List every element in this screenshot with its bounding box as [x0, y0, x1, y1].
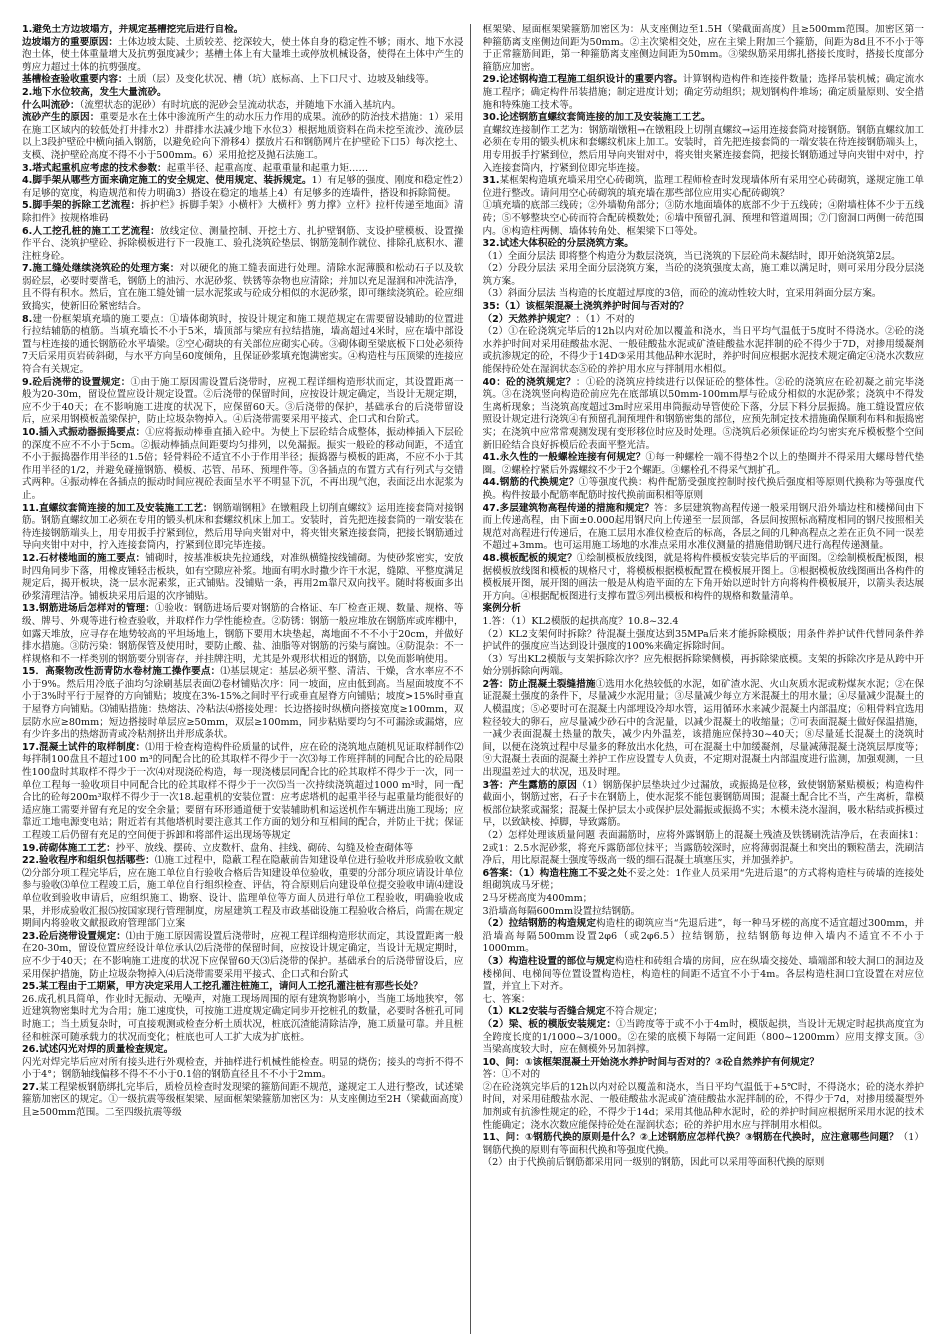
- paragraph: [22, 603, 464, 666]
- paragraph-heading: 12.石材楼地面的施工要点：: [22, 552, 146, 564]
- paragraph: [483, 503, 925, 553]
- paragraph-heading: （1）KL2安装与否缝合规定: [482, 1006, 606, 1018]
- paragraph-text: ①填充墙的底部三线砖；②外墙勒角部分；③防水地面墙体的底部不少于五线砖；④附墙柱体不少于五线砖；⑤不够整块空心砖而符合配砖模数处；⑥墙中预留孔洞、预埋和管道周围；⑦门窗洞口两侧一砖范围内。⑧构造柱两侧、墙体转角处、框架梁下口等处。: [482, 200, 924, 237]
- paragraph: [483, 830, 925, 868]
- paragraph-text: （1）钢筋保护层垫块过少过漏放，或振捣是位移，致使钢筋紧贴模板；构造构件截面小，钢筋过密，石子卡在钢筋上，使水泥浆不能包裹钢筋周围；混凝土配合比不当，产生离析，靠模板部位缺浆或漏浆；混凝土保护层太小或保护层处漏振或振捣不实；木模未浇水湿润，吸水粘结或拆模过早，以致缺棱、掉脚，导致露筋。: [482, 779, 924, 829]
- paragraph-text: 构造柱和砖组合墙的房间，应在纵墙交接处、墙端部和较大洞口的洞边及楼梯间、电梯间等位置设置构造柱，构造柱的间距不适宜不小于4m。各层构造柱洞口宜设置在对应位置，并宜上下对齐。: [482, 955, 924, 993]
- paragraph-heading: 4.脚手架从哪些方面来确定施工的安全规定、使用规定、装拆规定。: [22, 175, 312, 187]
- paragraph-heading: 流砂产生的原因：: [22, 112, 100, 124]
- paragraph: [22, 981, 464, 994]
- left-column: [22, 24, 471, 1334]
- paragraph: [22, 100, 464, 113]
- paragraph-text: 钢筋端钢粗》在镦粗段上切削直螺纹》运用连接套筒对接钢筋。钢筋直螺纹加工必须在专用的锻头机床和套螺纹机床上加工。安装时，首先把连接套筒的一端安装在待连接钢筋端头上，用专用扳手拧紧到位，然后用导向夹钳对中，将夹钳夹紧连接套筒，把接长钢筋通过导向夹钳中对中，拧入连接套筒内，拧紧到位即完毕连接。: [22, 502, 464, 552]
- paragraph-heading: 什么叫流砂：: [22, 99, 80, 111]
- paragraph: [483, 1132, 925, 1157]
- paragraph-heading: 31.: [482, 175, 500, 187]
- paragraph-heading: 35:（1）该框架混凝土浇筑养护时间与否对的？: [482, 301, 689, 313]
- paragraph-heading: 10、问：①该框架混凝土开始浇水养护时间与否对的？②砼自然养护有何规定？: [482, 1056, 820, 1068]
- paragraph-text: 拆护栏》拆脚手架》小横杆》大横杆》剪力撑》立杆》拉杆传递至地面》清除扣件》按规格堆码: [22, 200, 464, 224]
- paragraph-heading: 17.混凝土试件的取样制度：: [22, 741, 146, 753]
- paragraph-heading: 23.砼后浇带设置规定：: [22, 930, 126, 942]
- paragraph-heading: （2）梁、板的模版安装规定：: [482, 1018, 617, 1030]
- paragraph: [483, 918, 925, 956]
- paragraph-heading: 11.直螺纹套筒连接的加工及安装施工工艺：: [22, 502, 213, 514]
- paragraph: [483, 629, 925, 654]
- paragraph: [22, 1057, 464, 1082]
- paragraph: [483, 112, 925, 125]
- paragraph-text: 2马牙槎高度为400mm；: [482, 892, 593, 904]
- paragraph: [483, 238, 925, 251]
- paragraph-heading: 22.验收程序和组织包括哪些：: [22, 855, 155, 867]
- paragraph-text: 计算钢构造构件和连接件数量；选择吊装机械；确定流水施工程序；确定构件吊装措施；制定进度计划；确定劳动组织；规划钢构件堆场；确定质量原则、安全措施和特殊施工技术等。: [482, 74, 924, 111]
- paragraph-text: ⑴施工过程中，隐蔽工程在隐蔽前告知建设单位进行验收并形成验收文献⑵分部分项工程完毕后，应在施工单位自行验收合格后告知建设单位验收，重要的分部分项应请设计单位参与验收⑶单位工程竣工后，施工单位自行组织检查、评估，符合原则后向建设单位提交验收申请⑷建设单位收到验收申请后，应组织施工、勘察、设计、监理单位等方面人员进行单位工程验收，明确验收成果，并形成验收汇报⑸按国家现行管理制度，房屋建筑工程及市政基础设施工程验收合格后，尚需在规定期间内将验收文献报政府管理部门立案: [22, 855, 464, 930]
- paragraph: [22, 553, 464, 603]
- paragraph: [483, 994, 925, 1007]
- paragraph-text: （3）斜面分层法 当构造的长度超过厚度的3倍，而砼的流动性较大时，宜采用斜面分层方案。: [482, 288, 882, 300]
- paragraph-text: （2）怎样处理该质量问题 表面漏筋时，应将外露钢筋上的混凝土残渣及铁锈刷洗洁净后，在表面抹1：2或1：2.5水泥砂浆，将充斥露筋部位抹平；当露筋较深时，应将薄弱混凝土和突出的颗粒凿去，洗刷洁净后，用比原混凝土强度等级高一级的细石混凝土填塞压实，并加强养护。: [482, 830, 924, 867]
- paragraph: [483, 893, 925, 906]
- paragraph-heading: 2答：防止混凝土裂缝措施: [482, 678, 596, 690]
- paragraph: [483, 906, 925, 919]
- paragraph-text: （3）写出KL2模版与支架拆除次序？应先根据拆除梁侧模，再拆除梁底模。支架的拆除次序是从跨中开始分别拆除向两端。: [482, 653, 924, 678]
- paragraph-text: （1）全面分层法 即将整个构造分为数层浇筑，当已浇筑的下层砼尚未凝结时，即开始浇筑第2层。: [482, 250, 901, 262]
- paragraph-heading: 6.人工挖孔桩的施工工艺流程：: [22, 225, 160, 237]
- paragraph: [483, 263, 925, 288]
- paragraph-text: 土质（层）及变化状况、槽（坑）底标高、上下口尺寸、边坡及轴线等。: [127, 74, 435, 86]
- paragraph-heading: 基槽检查验收重要内容：: [22, 74, 128, 86]
- paragraph-text: 1）有足够的强度、刚度和稳定性2）有足够的宽度，构造规范和传力明确3）搭设在稳定的地基上4）有足够多的连墙件，搭设和拆除简便。: [22, 175, 464, 199]
- paragraph-text: 某框架构造填充墙采用空心砖砌筑，监理工程师检查时发现墙体所有采用空心砖砌筑，遂规定施工单位进行整改。请问用空心砖砌筑的填充墙在那些部位应用实心配砖砌筑？: [482, 175, 924, 199]
- paragraph-text: 1.答：（1）KL2模版的起拱高度？10.8~32.4: [482, 615, 679, 627]
- paragraph-heading: 2.地下水位较高，发生大量流砂。: [22, 86, 167, 98]
- paragraph-heading: 1.避免土方边坡塌方，并规定基槽挖完后进行自检。: [22, 24, 244, 35]
- paragraph-heading: 19.砖砌体施工工艺：: [22, 842, 116, 854]
- paragraph-text: ⑴基层规定：基层必须平整、清洁、干燥，含水率应不不小于9%。然后用冷底子油均匀涂刷基层表面⑵卷材铺贴次序：同一坡面，应由低到高。当屋面坡度不不小于3%时平行于屋脊的方向铺贴；坡度在3%-15%之间时平行或垂直屋脊方向铺贴；坡度>15%时垂直于屋脊方向铺贴。⑶铺贴措施：热熔法、冷粘法⑷搭接处理：长边搭接时纵横向搭接宽度≥100mm，双层防水应≥80mm；短边搭接时单层应≥50mm，双层≥100mm，同步粘贴要均匀不可漏涂或漏熔，应有少许多出的热熔沥青或冷粘剂挤出并形成条状。: [22, 666, 464, 741]
- paragraph-heading: 48.模板配板的规定？: [482, 552, 577, 564]
- paragraph-heading: 3答：产生露筋的原因: [482, 779, 577, 791]
- paragraph-text: ①等强度代换：构件配筋受强度控制时按代换后强度相等原则代换称为等强度代换。构件按最小配筋率配筋时按代换前面积相等原则: [482, 477, 924, 501]
- paragraph: [22, 843, 464, 856]
- paragraph-heading: 11、问：①钢筋代换的原则是什么？②上述钢筋应怎样代换？③钢筋在代换时，应注意哪些问题？: [482, 1132, 899, 1144]
- paragraph: [22, 427, 464, 503]
- paragraph-heading: 15．高聚物改性沥青防水卷材施工操作要点：: [22, 666, 221, 678]
- paragraph-text: （2）分段分层法 采用全面分层浇筑方案，当砼的浇筑强度太高，施工难以满足时，则可采用分段分层浇筑方案。: [482, 263, 924, 287]
- paragraph: [22, 24, 464, 37]
- paragraph: [483, 1057, 925, 1070]
- paragraph-heading: 3.塔式起重机应考虑的技术参数：: [22, 162, 167, 174]
- paragraph-text: （2）①在砼浇筑完毕后的12h以内对砼加以覆盖和浇水，当日平均气温低于5度时不得浇水。②砼的浇水养护时间对采用硅酸盐水泥、一般硅酸盐水泥或矿渣硅酸盐水泥拌制的砼不得少于7D，对掺用缓凝剂或抗渗规定的砼，不得少于14D③采用其他品种水泥时，养护时间应根据水泥技术规定确定④浇水次数应能保持砼处在湿润状态⑤砼的养护用水应与拌制用水相似。: [482, 326, 924, 376]
- paragraph: [483, 175, 925, 200]
- paragraph: [483, 326, 925, 376]
- paragraph-text: 建一份框架填充墙的施工要点：①墙体砌筑时，按设计规定和施工规范规定在需要留设辅助的位置进行拉结辅筋的植筋。当填充墙长不小于5米，墙顶部与梁应有拉结措施，墙高超过4米时，应在墙中部设置与柱连接的通长钢筋砼水平墙梁。②空心砌块的有关部位应砌实心砖。③砌体砌至梁底板下口处必须待7天后采用页岩砖斜砌，与水平方向呈60度倾角，且保证砂浆填充饱满密实。④构造柱与压顶梁的连接应符合有关规定。: [22, 313, 464, 376]
- paragraph: [483, 679, 925, 780]
- paragraph-text: ①绘制模板放线图，就是将构件模板安装完毕后的平面图。②绘制模板配板图，根据模板放线图和模板的规格尺寸，将模板根据模板配置在模板展开图上。③根据模板放线图画出各构件的模板展开图，展开图的画法一般是从构造平面的左下角开始以逆时针方向将构件模板展开，以箭头表达展开方向。④根据配板图进行支撑布置⑤列出模板和构件的规格和数量清单。: [482, 552, 924, 602]
- paragraph: [483, 24, 925, 74]
- paragraph-heading: （3）构造柱设置的部位与规定: [482, 955, 615, 967]
- paragraph: [22, 226, 464, 264]
- paragraph-heading: 32.试述大体积砼的分层浇筑方案。: [482, 238, 634, 250]
- paragraph-heading: （2）拉结钢筋的构造规定: [482, 918, 597, 930]
- paragraph-heading: 案例分析: [482, 603, 521, 615]
- paragraph: [22, 994, 464, 1044]
- paragraph: [483, 1006, 925, 1019]
- paragraph-text: ①应将振动棒垂直插入砼中。为使上下层砼结合成整体，振动棒插入下层砼的深度不应不不小于5cm。②振动棒插点间距要均匀排列，以免漏振。振实一般砼的移动间距，不适宜不小于振捣器作用半径的1.5倍；轻骨料砼不适宜不小于作用半径；振捣器与模板的距离，不应不小于其作用半径的1/2，并避免碰撞钢筋、模板、芯管、吊环、预埋件等。③各插点的布置方式有行列式与交错式两种。④振动棒在各插点的振动时间应视砼表面呈水平不明显下沉，不再出现气泡，表面泛出水泥浆为止。: [22, 427, 464, 501]
- paragraph-text: ：①砼的浇筑应持续进行以保证砼的整体性。②砼的浇筑应在砼初凝之前完毕浇筑。③在浇筑竖向构造砼前应先在底部填以50mm-100mm厚与砼成分相似的水泥砂浆；浇筑中不得发生离析现象；当浇筑高度超过3m时应采用串筒振动导管使砼下落，分层下料分层振捣。施工缝设置应依照设计规定进行浇筑④有预留孔洞预埋件和钢筋密集的部位，应预先制定技术措施确保顺利布料和振捣密实；在浇筑中应常常观测发现有变形移位时应及时处理。⑤浇筑后必须保证砼均匀密实充斥模板整个空间新旧砼结合良好拆模后砼表面平整光洁。: [482, 376, 924, 451]
- paragraph-heading: 47.多层建筑物高程传递的措施和规定？: [482, 502, 654, 514]
- paragraph-text: ：（1）不对的: [575, 313, 635, 325]
- paragraph-text: 不妥之处：1作业人员采用“先进后退”的方式将构造柱与砖墙的连接处组砌筑成马牙槎；: [482, 867, 924, 892]
- paragraph-text: ①每一种螺栓一端不得垫2个以上的垫圈并不得采用大螺母替代垫圈。②螺栓拧紧后外露螺纹不少于2个螺距。③螺栓孔不得采气割扩孔。: [482, 452, 924, 476]
- paragraph-text: （流塑状态的泥砂）有时坑底的泥砂会呈流动状态，并随地下水涌入基坑内。: [79, 99, 401, 111]
- paragraph: [22, 37, 464, 75]
- paragraph-heading: 25.某工程由于工期紧，甲方决定采用人工挖孔灌注桩施工，请问人工挖孔灌注桩有那些长处？: [22, 981, 423, 993]
- paragraph: [483, 1082, 925, 1132]
- paragraph-text: 直螺纹连接制作工艺为：钢筋端镦粗→在镦粗段上切削直螺纹→运用连接套筒对接钢筋。钢筋直螺纹加工必须在专用的锻头机床和套螺纹机床上加工。安装时，首先把连接套筒的一端安装在待连接钢筋端头上，用专用扳手拧紧到位，然后用导向夹钳对中，将夹钳夹紧连接套筒，把接长钢筋通过导向夹钳中对中，拧入连接套筒内，拧紧到位即完毕连接。: [482, 124, 924, 174]
- paragraph: [483, 377, 925, 453]
- paragraph-text: 某工程梁板钢筋绑扎完毕后，质检员检查时发现梁的箍筋间距不规范，遂规定工人进行整改，试述梁箍筋加密区的规定。①一级抗震等级框架梁、屋面框架梁箍筋加密区为：从支座侧边至2H（梁截面高度）且≥500mm范围。二至四级抗震等级: [22, 1081, 464, 1119]
- paragraph-text: 框架梁、屋面框架梁箍筋加密区为：从支座侧边至1.5H（梁截面高度）且≥500mm范围。加密区第一种箍筋离支座侧边间距为50mm。②主次梁相交处，应在主梁上附加三个箍筋，间距为8d且不不小于等于正常箍筋间距，第一种箍筋离支座侧边间距为50mm。③梁纵筋采用绑扎搭接长度时，搭接长度部分箍筋应加密。: [482, 24, 924, 73]
- paragraph-heading: 边坡塌方的重要原因：: [22, 36, 118, 48]
- paragraph: [483, 301, 925, 314]
- paragraph: [483, 780, 925, 830]
- paragraph-text: 铺砌时，按基准板块先拉通线，对准纵横缝按线铺砌。为使砂浆密实，安放时四角同步下落，用橡皮锤轻击板块，如有空隙应补浆。地面有明水时撒少许干水泥，缝隙、平整度满足规定后，揭开板块，浇一层水泥素浆，正式铺贴。没铺贴一条，再用2m靠尺双向找平。随时将板面多出砂浆清理洁净。铺板块采用后退的次序铺贴。: [22, 552, 464, 602]
- paragraph-text: （2）KL2支架何时拆除？待混凝土强度达到35MPa后来才能拆除模版；用条件养护试件代替同条件养护试件的强度应当达到设计强度的100%来确定拆除时间。: [482, 628, 924, 653]
- paragraph: [22, 503, 464, 553]
- paragraph: [483, 1069, 925, 1082]
- paragraph: [22, 87, 464, 100]
- paragraph-heading: 40：砼的浇筑规定？: [482, 376, 576, 388]
- paragraph-text: 闪光对焊完毕后应对所有接头进行外观检查，并抽样进行机械性能检查。明显的烧伤；接头的弯折不得不小于4°；钢筋轴线偏移不得不不小于0.1倍的钢筋直径且不不小于2mm。: [22, 1056, 464, 1081]
- paragraph-heading: 9.砼后浇带的设置规定：: [22, 376, 131, 388]
- right-column: [483, 24, 925, 1334]
- paragraph: [483, 288, 925, 301]
- paragraph-text: 构造柱的砌筑应当“先退后进”，每一种马牙槎的高度不适宜超过300mm，并沿墙高每隔500mm设置2φ6（或2φ6.5）拉结钢筋，拉结钢筋每边伸入墙内不适宜不不小于1000mm。: [482, 918, 924, 955]
- paragraph-text: （2）由于代换前后钢筋都采用同一级别的钢筋，因此可以采用等面积代换的原则: [482, 1157, 825, 1169]
- paragraph: [483, 654, 925, 679]
- paragraph: [22, 1044, 464, 1057]
- paragraph-text: ①当跨度等于或不小于4m时，模版起拱，当设计无规定时起拱高度宜为全跨度长度的1/1000~3/1000。②在梁的底模下每隔一定间距（800~1200mm）应用支撑支顶。③当梁高度较大时，应在侧模外另加斜撑。: [482, 1018, 924, 1056]
- paragraph: [22, 112, 464, 162]
- paragraph-heading: 30.论述钢筋直螺纹套筒连接的加工及安装施工工艺。: [482, 112, 711, 124]
- paragraph-text: 放线定位、测量控制、开挖土方、扎护壁钢筋、支设护壁模板、设置操作平台、浇筑护壁砼、拆除模板进行下一段施工、验孔浇筑砼垫层、钢筋笼制作就位、排除孔底积水、灌注桩身砼。: [22, 225, 464, 262]
- paragraph-heading: 7.施工缝处继续浇筑砼的处理方案：: [22, 263, 180, 275]
- paragraph: [483, 74, 925, 112]
- paragraph: [22, 742, 464, 843]
- paragraph-text: 26.成孔机具简单，作业时无振动、无噪声，对施工现场周围的原有建筑物影响小，当施工场地狭窄，邻近建筑物密集时尤为合用；施工速度快，可按施工进度规定确定同步开挖桩孔的数量，必要时各桩孔可同时施工；当土质复杂时，可直接观测或检查分析土质状况，桩底沉渣能清除洁净，施工质量可靠。并且桩径和桩深可随承载力的状况而变化；桩底也可人工扩大成为扩底桩。: [22, 993, 464, 1043]
- paragraph-text: 起重半径、起重高度、起重重量和起重力矩……: [166, 162, 369, 174]
- paragraph-heading: 8.: [22, 313, 33, 325]
- paragraph-text: 土体边坡太陡、土质较差、挖深较大，使土体自身的稳定性不够；雨水、地下水浸泡土体，使土体重量增大及抗剪强度减少；基槽土体上有大量堆土或停放机械设备，使得在土体中产生的剪应力超过土体的抗剪强度。: [22, 36, 464, 73]
- paragraph-heading: 29.论述钢构造工程施工组织设计的重要内容。: [482, 74, 683, 86]
- paragraph-text: 3沿墙高每隔600mm设置拉结钢筋。: [482, 905, 641, 917]
- paragraph: [483, 125, 925, 175]
- paragraph: [22, 931, 464, 981]
- paragraph: [22, 1082, 464, 1120]
- paragraph: [483, 603, 925, 616]
- paragraph: [483, 1019, 925, 1057]
- paragraph: [483, 616, 925, 629]
- paragraph: [483, 452, 925, 477]
- paragraph-heading: 26.试述闪光对焊的质量检查规定。: [22, 1044, 174, 1056]
- paragraph: [22, 263, 464, 313]
- paragraph: [22, 377, 464, 427]
- paragraph-text: 七、答案：: [482, 993, 531, 1005]
- paragraph-text: ①由于施工原因需设置后浇带时，应视工程详细构造形状而定，其设置距离一般为20-30m，留设位置应设计规定设置。②后浇带的保留时间，应按设计规定确定，当设计无规定期，应不少于40天；在不影响施工进度的状况下，应保留60天。③后浇带的保护，基础承台的后浇带留设后，应采用钢模板盖梁保护，防止垃圾杂物掉入。④后浇带需要采用平接式、企口式和台阶式。: [22, 376, 464, 426]
- paragraph-heading: 44.钢筋的代换规定？: [482, 477, 579, 489]
- paragraph: [483, 477, 925, 502]
- paragraph: [483, 553, 925, 603]
- paragraph: [22, 163, 464, 176]
- paragraph-heading: 6答案：（1）构造柱施工不妥之处: [482, 867, 627, 879]
- paragraph-text: 不符合规定；: [605, 1006, 663, 1018]
- paragraph-text: ⑴用于检查构造构件砼质量的试件，应在砼的浇筑地点随机见证取样制作⑵每拌制100盘且不超过100 m³的同配合比的砼其取样不得少于一次⑶每工作班拌制的同配合比的砼局限性100盘时其取样不得少于一次⑷对现浇砼构造，每一现浇楼层同配合比的砼其取样不得少于一次，同一单位工程每一验收项目中同配合比的砼其取样不得少于一次⑸当一次持续浇筑超过1000 m³时，同一配合比的砼每200m³取样不得少于一次18.起重机的安装位置：应考虑塔机的起重半径与起重量均能很好的适应施工需要并留有充足的安全余量；要留有环形通道便于安装辅助机和运送机作车辆进出施工现场；应靠近工地电源变电站；附近若有其他塔机时要注意其工作方面的划分和互相间的配合，并防止干扰；保证工程竣工后仍留有充足的空间便于拆卸和将部件运出现场等规定: [22, 741, 464, 841]
- paragraph: [22, 175, 464, 200]
- paragraph-text: ①选用水化热较低的水泥，如矿渣水泥、火山灰质水泥或粉煤灰水泥；②在保证混凝土强度的条件下，尽量减少水泥用量；③尽量减少每立方米混凝土的用水量；④尽量减少混凝土的人模温度；⑤必要时可在混凝土内部埋设冷却水管，运用循环水来减少混凝土内部温度；⑥粗骨料宜选用粒径较大的卵石，应尽量减少砂石中的含泥量，以减少混凝土的收缩量；⑦可表面混凝土做好保温措施，一减少表面混凝土热量的散失，减少内外温差，该措施应保持30~40天；⑧尽量延长混凝土的浇筑时间，以便在浇筑过程中尽量多的释放出水化热，可在混凝土中加缓凝剂，尽量减薄混凝土浇筑层厚度等；⑨大混凝土表面的混凝土养护工作应设置专人负责，不定期对混凝土内部温度进行监测，加强观测，一旦出现温差过大的状况，迅及时理。: [482, 678, 924, 779]
- paragraph-text: 重要是水在土体中渗流所产生的动水压力作用的成果。流砂的防治技术措施：1）采用在施工区域内的较低处打井排水2）井群排水法减少地下水位3）根据地质资料在尚未挖至流沙、流砂层以上3段护壁砼中横向插入钢筋，以避免砼向下滑移4）摆放片石和钢筋网片在护壁砼下口5）每次挖土、支模、浇护壁砼高度不得不小于500mm。6）采用抢挖及抛石法施工。: [22, 112, 464, 161]
- paragraph: [483, 1157, 925, 1170]
- paragraph-heading: 27.: [22, 1081, 39, 1093]
- paragraph: [22, 666, 464, 742]
- paragraph: [22, 74, 464, 87]
- paragraph: [483, 251, 925, 264]
- paragraph-heading: 10.插入式振动器振捣要点：: [22, 427, 146, 438]
- paragraph-heading: 13.钢筋进场后怎样对的管理：: [22, 603, 155, 615]
- paragraph-text: （1）钢筋代换的原则有等面积代换和等强度代换。: [482, 1132, 924, 1156]
- paragraph: [22, 200, 464, 225]
- paragraph-text: 答：多层建筑物高程传递一般采用钢尺沿外墙边柱和楼梯间由下而上传递高程，由下面±0.000起用钢尺向上传递至一层顶部，各层间按照标高精度相同的钢尺按照相关规范对高程进行传递后，在施工层用水准仪检查后的标高，各层之间的几种高程点之差在正负不同一误差不超过+3mm。也可运用施工场地的水准点采用水准仪测量的措施借助钢尺进行高程传递测量。: [482, 502, 924, 552]
- paragraph: [483, 314, 925, 327]
- paragraph: [22, 314, 464, 377]
- paragraph-heading: （2）天然养护规定？: [482, 313, 576, 325]
- paragraph-text: ①验收：钢筋进场后要对钢筋的合格证、车厂检查正规、数量、规格、等级、牌号、外观等进行检查验收，并取样作力学性能检查。②防锈：钢筋一般应堆放在钢筋库或库棚中，如露天堆放，应寻存在地势较高的平坦场地上，钢筋下要用木块垫起，离地面不不不小于20cm，并做好排水措施。③防污染：钢筋保管及使用时，要防止酸、盐、油脂等对钢筋的污染与腐蚀。④防混杂：不一样规格和不一样类别的钢筋要分别寄存，并挂牌注明，尤其是外观形状相近的钢筋，以免而影响使用。: [22, 603, 464, 665]
- paragraph-text: 抄平、放线、摆砖、立皮数杆、盘角、挂线、砌砖、勾缝及检查砌体等: [115, 842, 414, 854]
- paragraph: [22, 855, 464, 931]
- paragraph: [483, 868, 925, 893]
- paragraph: [483, 956, 925, 994]
- paragraph-text: ②在砼浇筑完毕后的12h以内对砼以覆盖和浇水，当日平均气温低于+5℃时，不得浇水；砼的浇水养护时间，对采用硅酸盐水泥、一般硅酸盐水泥或矿渣硅酸盐水泥拌制的砼，不得少于7d，对掺用缓凝型外加剂或有抗渗性规定的砼，不得少于14d；采用其他品种水泥时，砼的养护时间应根据所采用水泥的技术性能确定；浇水次数应能保持砼处在湿润状态；砼的养护用水应与拌制用水相似。: [482, 1081, 924, 1131]
- paragraph-heading: 41.永久性的一般螺栓连接有何规定？: [482, 452, 646, 464]
- paragraph-text: 对以硬化的施工缝表面进行处理。清除水泥薄膜和松动石子以及软弱砼层，必要时要凿毛，钢筋上的油污、水泥砂浆、铁锈等杂物也应清除；并加以充足湿润和冲洗洁净，且不得有积水。然后，宜在施工缝处铺一层水泥浆或与砼成分相似的水泥砂浆，即可继续浇筑砼。砼应细致捣实，使新旧砼紧密结合。: [22, 263, 464, 313]
- paragraph: [483, 200, 925, 238]
- paragraph-text: ⑴由于施工原因需设置后浇带时，应视工程详细构造形状而定，其设置距离一般在20-30m，留设位置应经设计单位承认⑵后浇带的保留时间，应按设计规定确定，当设计无规定期时，应不少于40天；在不影响施工进度的状况下应保留60天⑶后浇带的保护。基础承台的后浇带留设后，应采用保护措施，防止垃圾杂物掉入⑷后浇带需要采用平接式、企口式和台阶式: [22, 930, 464, 980]
- paragraph-text: 答：①不对的: [482, 1069, 541, 1081]
- paragraph-heading: 5.脚手架的拆除工艺流程：: [22, 200, 141, 212]
